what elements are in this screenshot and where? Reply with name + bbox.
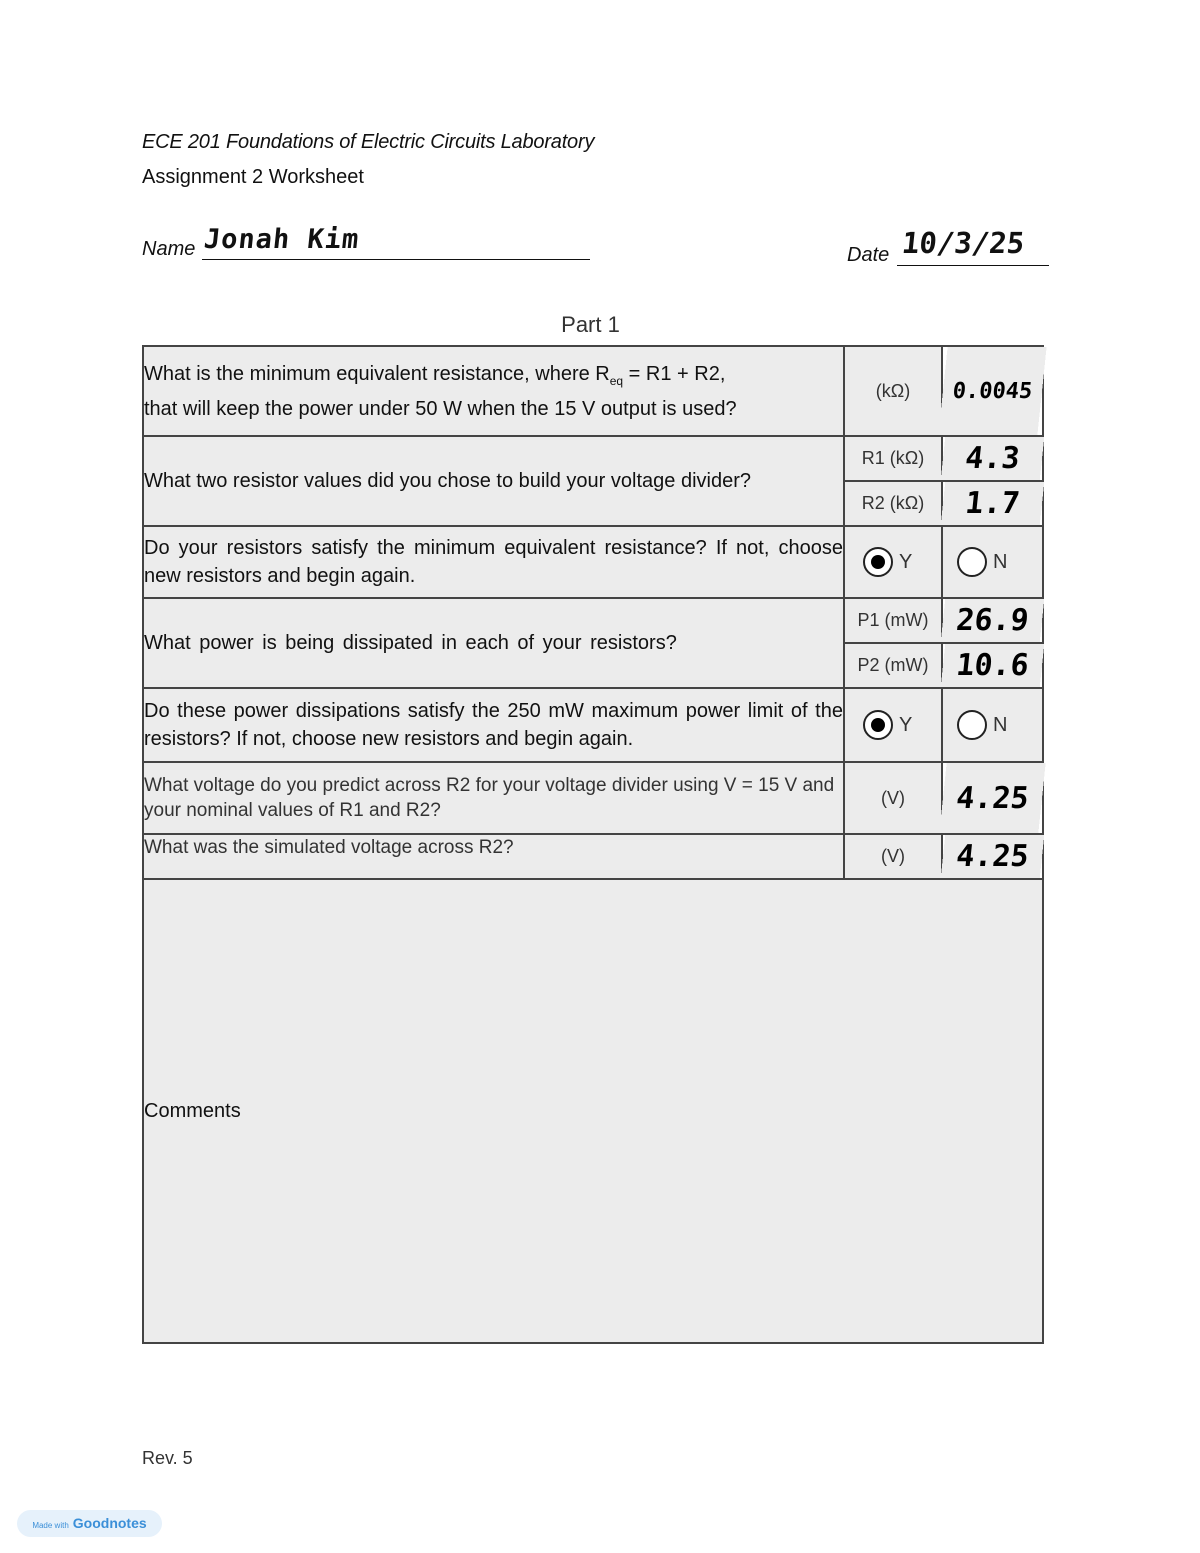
answer-predicted-voltage[interactable]: 4.25 xyxy=(938,762,1047,834)
course-title: ECE 201 Foundations of Electric Circuits Laboratory xyxy=(142,131,595,153)
row-min-resistance xyxy=(143,346,1043,436)
row-predicted-voltage xyxy=(143,762,1043,834)
goodnotes-badge: Made with Goodnotes xyxy=(17,1510,162,1537)
answer-simulated-voltage[interactable]: 4.25 xyxy=(940,834,1046,879)
question-power: What power is being dissipated in each of your resistors? xyxy=(143,598,844,688)
question-predicted-voltage: What voltage do you predict across R2 for your voltage divider using V = 15 V and your nominal values of R1 and R2? xyxy=(143,762,844,834)
unit-label: (V) xyxy=(844,834,942,879)
row-min-check xyxy=(143,526,1043,598)
assignment-title: Assignment 2 Worksheet xyxy=(142,166,364,188)
question-min-resistance: What is the minimum equivalent resistance, where $R_{eq} = R1 + R2$, that will keep the power under 50 W when the 15 V output is used? xyxy=(143,346,844,436)
unit-r2: R2 (kΩ) xyxy=(844,481,942,526)
radio-empty-icon[interactable] xyxy=(957,547,987,577)
option-yes[interactable]: Y xyxy=(844,688,942,762)
answer-p2[interactable]: 10.6 xyxy=(940,643,1046,688)
unit-r1: R1 (kΩ) xyxy=(844,436,942,481)
radio-selected-icon[interactable] xyxy=(863,547,893,577)
name-label: Name xyxy=(142,238,196,260)
unit-p1: P1 (mW) xyxy=(844,598,942,643)
revision-label: Rev. 5 xyxy=(142,1448,193,1468)
question-resistor-values: What two resistor values did you chose to build your voltage divider? xyxy=(143,436,844,526)
unit-label: (V) xyxy=(844,762,942,834)
answer-min-resistance[interactable]: 0.0045 xyxy=(937,346,1047,436)
option-no[interactable]: N xyxy=(942,688,1043,762)
row-power-check xyxy=(143,688,1043,762)
radio-selected-icon[interactable] xyxy=(863,710,893,740)
option-no[interactable]: N xyxy=(942,526,1043,598)
comments-label: Comments xyxy=(144,1099,241,1122)
unit-p2: P2 (mW) xyxy=(844,643,942,688)
question-power-check: Do these power dissipations satisfy the 250 mW maximum power limit of the resistors? If not, choose new resistors and begin again. xyxy=(143,688,844,762)
row-resistor-values xyxy=(143,436,1043,481)
name-underline xyxy=(202,259,590,260)
part-title: Part 1 xyxy=(561,312,620,337)
date-field[interactable]: 10/3/25 xyxy=(900,226,1027,260)
worksheet-table xyxy=(142,345,1044,1344)
row-comments xyxy=(143,879,1043,1343)
answer-r1[interactable]: 4.3 xyxy=(940,436,1046,481)
question-simulated-voltage: What was the simulated voltage across R2? xyxy=(143,834,844,879)
answer-r2[interactable]: 1.7 xyxy=(940,481,1046,526)
row-simulated-voltage xyxy=(143,834,1043,879)
name-field[interactable]: Jonah Kim xyxy=(202,224,361,255)
row-power xyxy=(143,598,1043,643)
answer-p1[interactable]: 26.9 xyxy=(940,598,1046,643)
comments-box[interactable] xyxy=(143,879,1043,1343)
unit-label: (kΩ) xyxy=(844,346,942,436)
option-yes[interactable]: Y xyxy=(844,526,942,598)
question-min-check: Do your resistors satisfy the minimum equivalent resistance? If not, choose new resistors and begin again. xyxy=(143,526,844,598)
date-label: Date xyxy=(847,244,890,266)
radio-empty-icon[interactable] xyxy=(957,710,987,740)
date-underline xyxy=(897,265,1049,266)
